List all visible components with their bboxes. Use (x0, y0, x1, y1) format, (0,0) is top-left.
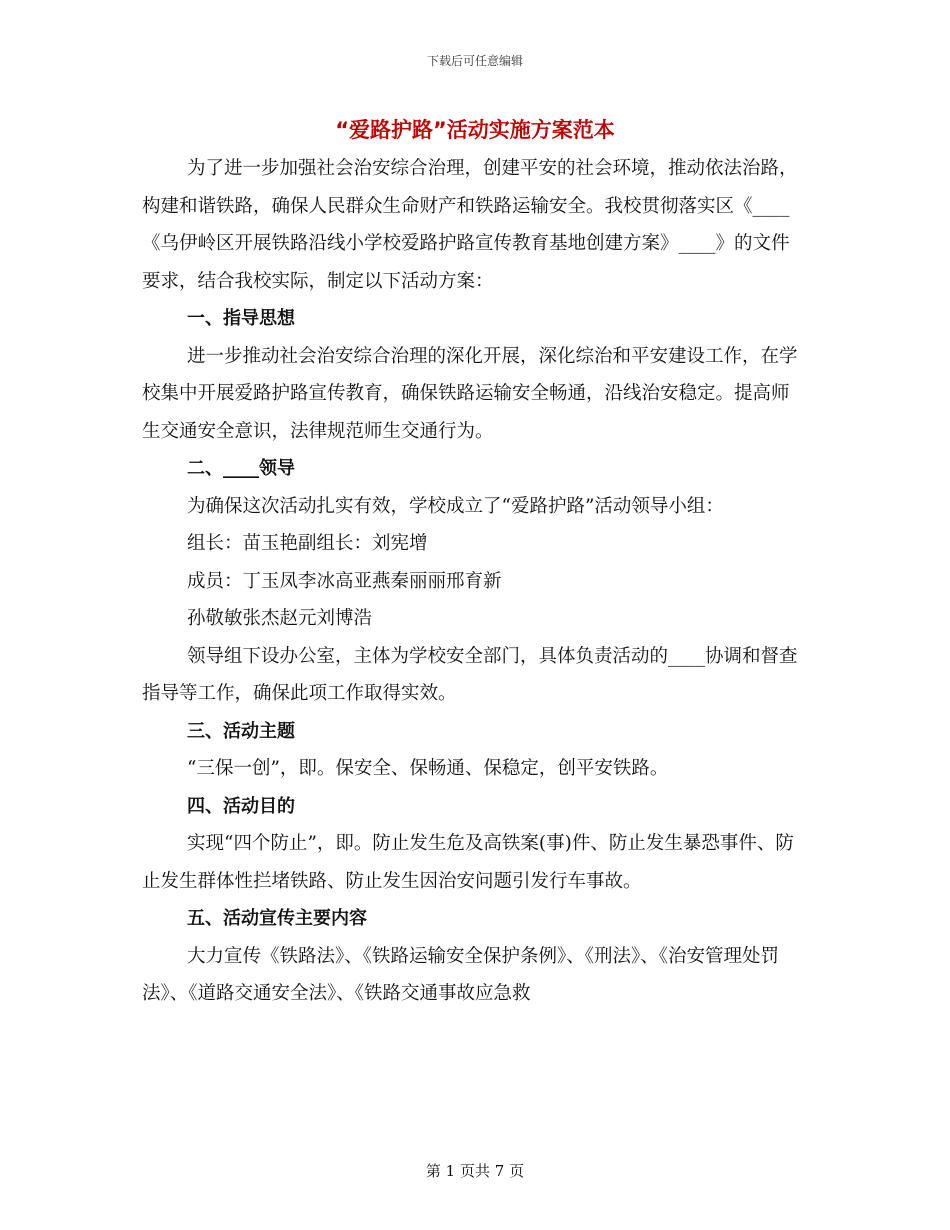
office-paragraph: 领导组下设办公室，主体为学校安全部门，具体负责活动的____协调和督查指导等工作，确保此项工作取得实效。 (142, 645, 798, 704)
section-5-paragraph: 大力宣传《铁路法》、《铁路运输安全保护条例》、《刑法》、《治安管理处罚法》、《道路交通安全法》、《铁路交通事故应急救 (142, 945, 780, 1004)
section-4-paragraph: 实现“四个防止”，即。防止发生危及高铁案(事)件、防止发生暴恐事件、防止发生群体性拦堵铁路、防止发生因治安问题引发行车事故。 (142, 833, 794, 892)
page-footer: 第 1 页共 7 页 (425, 1162, 525, 1180)
section-heading-5: 五、活动宣传主要内容 (187, 908, 367, 929)
section-heading-4: 四、活动目的 (187, 795, 295, 817)
section-heading-3: 三、活动主题 (187, 720, 295, 742)
section-1-paragraph: 进一步推动社会治安综合治理的深化开展，深化综治和平安建设工作，在学校集中开展爱路护路宣传教育，确保铁路运输安全畅通，沿线治安稳定。提高师生交通安全意识，法律规范师生交通行为。 (142, 345, 798, 442)
page-header: 下载后可任意编辑 (426, 54, 523, 68)
intro-paragraph: 为了进一步加强社会治安综合治理，创建平安的社会环境，推动依法治路，构建和谐铁路，确保人民群众生命财产和铁路运输安全。我校贯彻落实区《____《乌伊岭区开展铁路沿线小学校爱路护路宣传教育基地创建方案》____》的文件要求，结合我校实际，制定以下活动方案： (142, 158, 798, 292)
members-line-2: 孙敬敏张杰赵元刘博浩 (187, 608, 373, 629)
section-heading-1: 一、指导思想 (187, 308, 295, 329)
members-line: 成员：丁玉凤李冰高亚燕秦丽丽邢育新 (187, 570, 502, 592)
leader-line: 组长：苗玉艳副组长：刘宪增 (187, 533, 428, 554)
section-2-paragraph: 为确保这次活动扎实有效，学校成立了“爱路护路”活动领导小组： (187, 495, 724, 517)
section-3-paragraph: “三保一创”，即。保安全、保畅通、保稳定，创平安铁路。 (187, 758, 669, 779)
document-title: “爱路护路”活动实施方案范本 (335, 118, 615, 142)
document-body (142, 150, 802, 1013)
section-heading-2: 二、____领导 (187, 458, 295, 479)
